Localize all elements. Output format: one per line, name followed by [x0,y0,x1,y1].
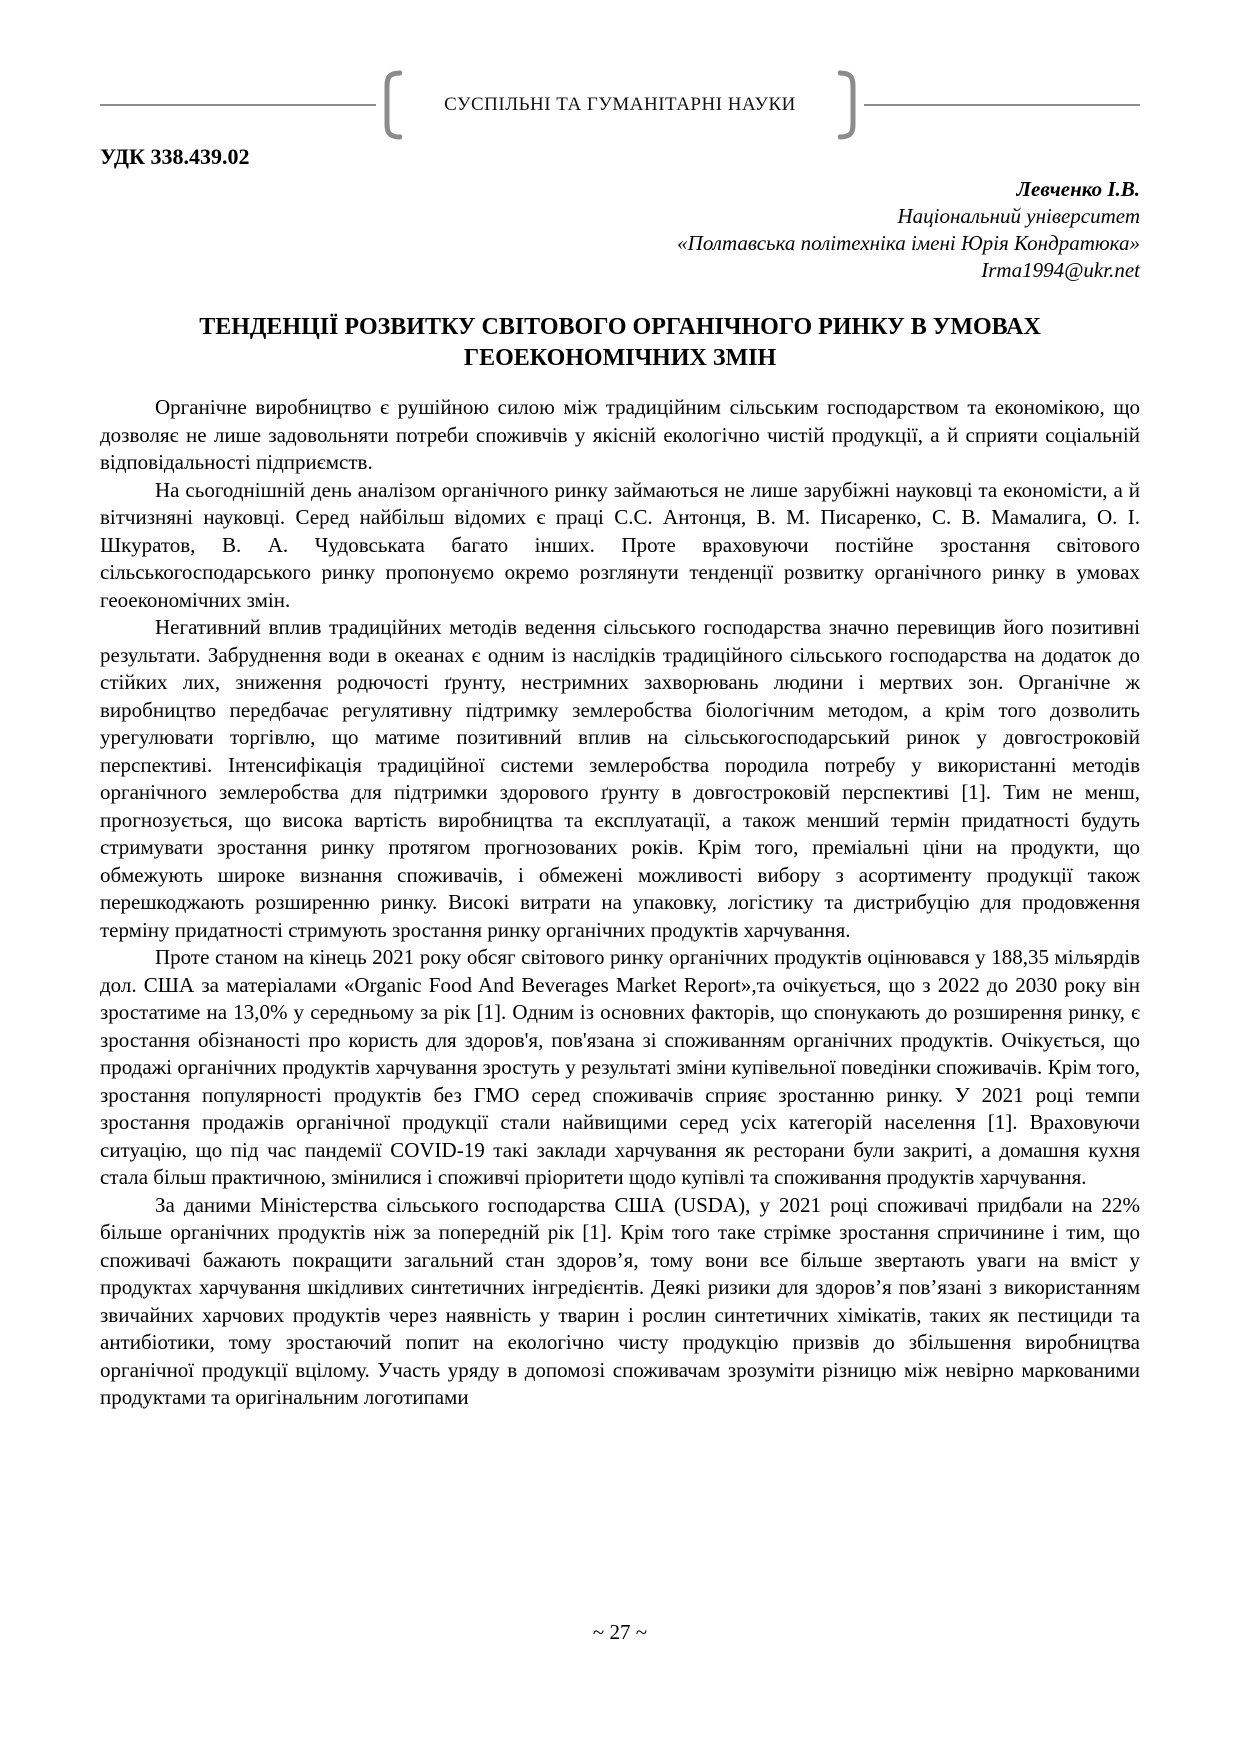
author-email: Irma1994@ukr.net [981,258,1140,282]
running-head [100,72,1140,138]
author-affiliation-line2: «Полтавська політехніка імені Юрія Кондратюка» [677,231,1140,255]
page-number: ~ 27 ~ [592,1620,648,1644]
udc-code: УДК 338.439.02 [100,144,250,169]
author-block [677,176,1140,284]
section-title: СУСПІЛЬНІ ТА ГУМАНІТАРНІ НАУКИ [444,94,796,115]
article-body [100,394,1140,1412]
body-paragraph: За даними Міністерства сільського господарства США (USDA), у 2021 році споживачі придбали на 22% більше органічних продуктів ніж за попередній рік [1]. Крім того таке стрімке зростання спричинине і тим, що споживачі бажають покращити загальний стан здоров’я, тому вони все більше звертають уваги на вміст у продуктах харчування шкідливих синтетичних інгредієнтів. Деякі ризики для здоров’я пов’язані з використанням звичайних харчових продуктів через наявність у тварин і рослин синтетичних хімікатів, таких як пестициди та антибіотики, тому зростаючий попит на екологічно чисту продукцію призвів до збільшення виробництва органічної продукції вцілому. Участь уряду в допомозі споживачам зрозуміти різницю між невірно маркованими продуктами та оригінальним логотипами [100,1192,1140,1409]
body-paragraph: Органічне виробництво є рушійною силою між традиційним сільським господарством та економікою, що дозволяє не лише задовольняти потреби споживчів у якісній екологічно чистій продукції, а й сприяти соціальній відповідальності підприємств. [100,395,1140,474]
author-affiliation-line1: Національний університет [897,204,1140,228]
right-brace-icon [838,69,864,141]
left-brace-icon [376,69,402,141]
body-paragraph: Проте станом на кінець 2021 року обсяг світового ринку органічних продуктів оцінювався у 188,35 мільярдів дол. США за матеріалами «Organic Food And Beverages Market Report»,та очікується, що з 2022 до 2030 року він зростатиме на 13,0% у середньому за рік [1]. Одним із основних факторів, що спонукають до розширення ринку, є зростання обізнаності про користь для здоров'я, пов'язана зі споживанням органічних продуктів. Очікується, що продажі органічних продуктів харчування зростуть у результаті зміни купівельної поведінки споживачів. Крім того, зростання популярності продуктів без ГМО серед споживачів сприяє зростанню ринку. У 2021 році темпи зростання продажів органічної продукції стали найвищими серед усіх категорій населення [1]. Враховуючи ситуацію, що під час пандемії COVID-19 такі заклади харчування як ресторани були закриті, а домашня кухня стала більш практичною, змінилися і споживчі пріоритети щодо купівлі та споживання продуктів харчування. [100,945,1140,1189]
author-name: Левченко І.В. [1016,177,1140,201]
header-rule-left [100,104,376,106]
article-title: ТЕНДЕНЦІЇ РОЗВИТКУ СВІТОВОГО ОРГАНІЧНОГО РИНКУ В УМОВАХ ГЕОЕКОНОМІЧНИХ ЗМІН [199,314,1041,371]
body-paragraph: Негативний вплив традиційних методів ведення сільського господарства значно перевищив його позитивні результати. Забруднення води в океанах є одним із наслідків традиційного сільського господарства на додаток до стійких лих, зниження родючості ґрунту, нестримних захворювань людини і мертвих зон. Органічне ж виробництво передбачає регулятивну підтримку землеробства біологічним методом, а крім того дозволить урегулювати торгівлю, що матиме позитивний вплив на сільськогосподарський ринок у довгостроковій перспективі. Інтенсифікація традиційної системи землеробства породила потребу у використанні методів органічного землеробства для підтримки здорового ґрунту в довгостроковій перспективі [1]. Тим не менш, прогнозується, що висока вартість виробництва та експлуатації, а також менший термін придатності будуть стримувати зростання ринку протягом прогнозованих років. Крім того, преміальні ціни на продукти, що обмежують широке визнання споживачів, і обмежені можливості вибору з асортименту продукції також перешкоджають розширенню ринку. Високі витрати на упаковку, логістику та дистрибуцію для продовження терміну придатності стримують зростання ринку органічних продуктів харчування. [100,615,1140,942]
header-rule-right [864,104,1140,106]
body-paragraph: На сьогоднішній день аналізом органічного ринку займаються не лише зарубіжні науковці та економісти, а й вітчизняні науковці. Серед найбільш відомих є праці С.С. Антонця, В. М. Писаренко, С. В. Мамалига, О. І. Шкуратов, В. А. Чудовськата багато інших. Проте враховуючи постійне зростання світового сільськогосподарського ринку пропонуємо окремо розглянути тенденції розвитку органічного ринку в умовах геоекономічних змін. [100,477,1140,612]
